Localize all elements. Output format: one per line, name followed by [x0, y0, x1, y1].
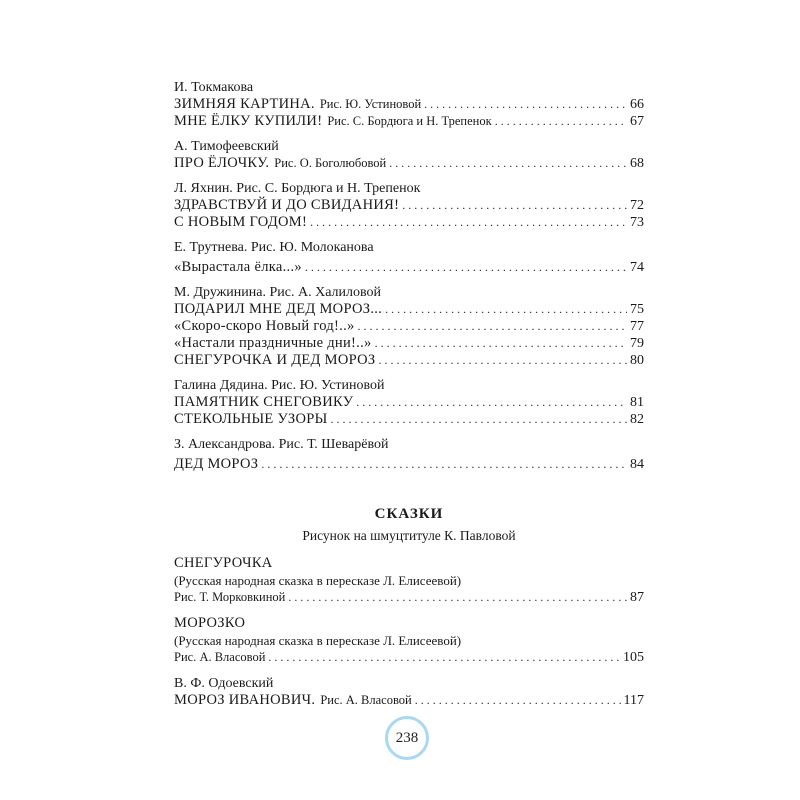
- entry-page-number: 80: [630, 353, 644, 368]
- dot-leader: [389, 155, 627, 172]
- toc-entry: [174, 352, 644, 369]
- entry-page-number: 81: [630, 395, 644, 410]
- entry-page-number: 82: [630, 412, 644, 427]
- entry-illustrator: Рис. А. Власовой: [320, 693, 412, 707]
- dot-leader: [375, 335, 627, 352]
- entry-title: «Скоро-скоро Новый год!..»: [174, 318, 355, 334]
- entry-title: ДЕД МОРОЗ: [174, 456, 259, 472]
- author-name: В. Ф. Одоевский: [174, 676, 274, 691]
- entry-title: СНЕГУРОЧКА И ДЕД МОРОЗ: [174, 352, 376, 368]
- entry-page-number: 87: [630, 590, 644, 605]
- tale-group: [174, 615, 644, 666]
- entry-title: ПАМЯТНИК СНЕГОВИКУ: [174, 394, 354, 410]
- toc-entry: [174, 692, 644, 709]
- toc-group: [174, 436, 644, 473]
- dot-leader: [495, 113, 627, 130]
- dot-leader: [358, 318, 627, 335]
- entry-page-number: 68: [630, 156, 644, 171]
- toc-entry: [174, 113, 644, 130]
- toc-entry: [174, 155, 644, 172]
- dot-leader: [379, 352, 628, 369]
- toc-entry: [174, 214, 644, 231]
- entry-page-number: 79: [630, 336, 644, 351]
- toc-entry: [174, 649, 644, 666]
- entry-title: С НОВЫМ ГОДОМ!: [174, 214, 308, 230]
- entry-illustrator: Рис. Ю. Устиновой: [319, 97, 422, 111]
- dot-leader: [261, 456, 627, 473]
- entry-title: «Вырастала ёлка...»: [174, 259, 302, 275]
- entry-title: МНЕ ЁЛКУ КУПИЛИ!: [174, 113, 323, 129]
- dot-leader: [356, 394, 627, 411]
- entry-page-number: 66: [630, 97, 644, 112]
- section-subheading: Рисунок на шмуцтитуле К. Павловой: [302, 528, 516, 543]
- toc-entry: [174, 259, 644, 276]
- entry-title: МОРОЗ ИВАНОВИЧ.: [174, 692, 316, 708]
- page-number-badge: [385, 716, 429, 760]
- toc-entry: [174, 301, 644, 318]
- entry-title: «Настали праздничные дни!..»: [174, 335, 372, 351]
- entry-title: СТЕКОЛЬНЫЕ УЗОРЫ: [174, 411, 328, 427]
- entry-page-number: 73: [630, 215, 644, 230]
- entry-page-number: 75: [630, 302, 644, 317]
- entry-illustrator: Рис. О. Боголюбовой: [274, 156, 387, 170]
- tale-title: МОРОЗКО: [174, 615, 246, 631]
- entry-page-number: 105: [623, 650, 644, 665]
- tale-group: [174, 675, 644, 709]
- tale-note: (Русская народная сказка в пересказе Л. Елисеевой): [174, 633, 462, 648]
- table-of-contents: [174, 79, 644, 473]
- dot-leader: [402, 197, 627, 214]
- toc-group: [174, 138, 644, 172]
- toc-group: [174, 284, 644, 369]
- toc-entry: [174, 197, 644, 214]
- tale-note: (Русская народная сказка в пересказе Л. Елисеевой): [174, 573, 462, 588]
- dot-leader: [268, 649, 620, 666]
- dot-leader: [331, 411, 627, 428]
- tale-group: [174, 555, 644, 606]
- author-name: З. Александрова. Рис. Т. Шеварёвой: [174, 437, 389, 452]
- author-name: Л. Яхнин. Рис. С. Бордюга и Н. Трепенок: [174, 181, 421, 196]
- dot-leader: [424, 96, 627, 113]
- toc-entry: [174, 335, 644, 352]
- toc-group: [174, 79, 644, 130]
- toc-entry: [174, 394, 644, 411]
- entry-page-number: 72: [630, 198, 644, 213]
- author-name: Е. Трутнева. Рис. Ю. Молоканова: [174, 240, 374, 255]
- section-heading: СКАЗКИ: [374, 506, 444, 522]
- entry-title: ПРО ЁЛОЧКУ.: [174, 155, 270, 171]
- dot-leader: [305, 259, 627, 276]
- author-name: Галина Дядина. Рис. Ю. Устиновой: [174, 378, 385, 393]
- entry-title: ЗИМНЯЯ КАРТИНА.: [174, 96, 315, 112]
- tales-list: [174, 555, 644, 709]
- author-name: И. Токмакова: [174, 80, 254, 95]
- toc-entry: [174, 411, 644, 428]
- entry-page-number: 74: [630, 260, 644, 275]
- entry-page-number: 84: [630, 457, 644, 472]
- dot-leader: [288, 589, 627, 606]
- entry-illustrator: Рис. Т. Морковкиной: [174, 590, 286, 604]
- dot-leader: [310, 214, 627, 231]
- entry-page-number: 77: [630, 319, 644, 334]
- toc-entry: [174, 456, 644, 473]
- author-name: А. Тимофеевский: [174, 139, 279, 154]
- toc-entry: [174, 589, 644, 606]
- entry-title: ПОДАРИЛ МНЕ ДЕД МОРОЗ...: [174, 301, 383, 317]
- toc-entry: [174, 318, 644, 335]
- page-number: 238: [395, 729, 419, 746]
- toc-group: [174, 239, 644, 276]
- dot-leader: [385, 301, 627, 318]
- entry-title: ЗДРАВСТВУЙ И ДО СВИДАНИЯ!: [174, 197, 400, 213]
- tale-title: СНЕГУРОЧКА: [174, 555, 273, 571]
- toc-entry: [174, 96, 644, 113]
- dot-leader: [415, 692, 621, 709]
- entry-page-number: 67: [630, 114, 644, 129]
- entry-illustrator: Рис. А. Власовой: [174, 650, 266, 664]
- author-name: М. Дружинина. Рис. А. Халиловой: [174, 285, 382, 300]
- entry-page-number: 117: [623, 693, 644, 708]
- entry-illustrator: Рис. С. Бордюга и Н. Трепенок: [327, 114, 492, 128]
- toc-group: [174, 180, 644, 231]
- toc-group: [174, 377, 644, 428]
